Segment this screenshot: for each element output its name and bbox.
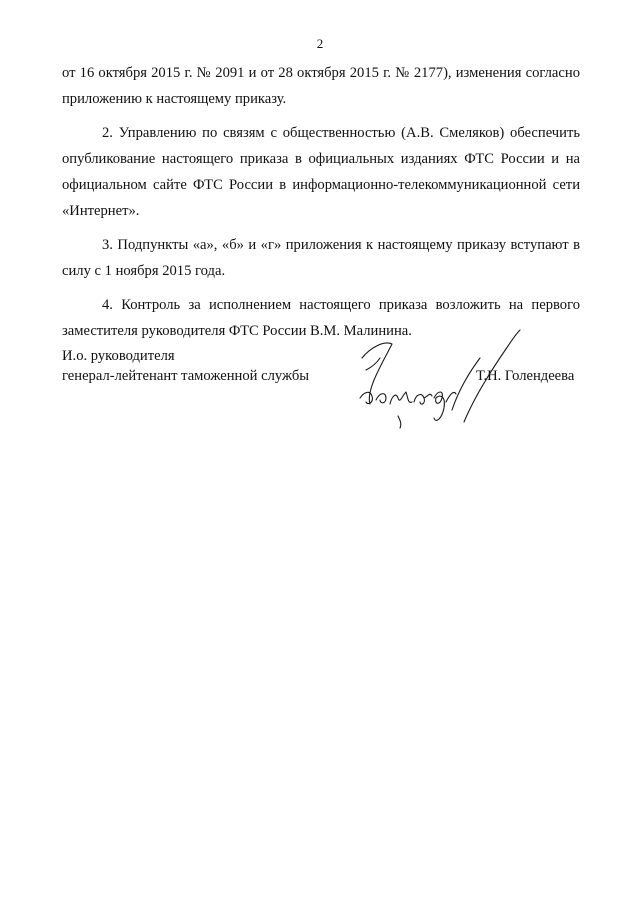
position-rank: генерал-лейтенант таможенной службы	[62, 368, 310, 384]
signer-name: Т.Н. Голендеева	[476, 368, 575, 384]
paragraph-item-3: 3. Подпункты «а», «б» и «г» приложения к настоящему приказу вступают в силу с 1 ноября 2015 года.	[62, 237, 580, 279]
position-title: И.о. руководителя	[62, 348, 175, 364]
signatory-position	[62, 346, 309, 386]
document-body	[62, 60, 580, 352]
paragraph-continuation: от 16 октября 2015 г. № 2091 и от 28 октября 2015 г. № 2177), изменения согласно приложению к настоящему приказу.	[62, 65, 580, 107]
page-number: 2	[316, 36, 324, 51]
paragraph-item-2: 2. Управлению по связям с общественностью (А.В. Смеляков) обеспечить опубликование настоящего приказа в официальных изданиях ФТС России и на официальном сайте ФТС России в информационно-телекоммуникационной сети «Интернет».	[62, 125, 580, 219]
paragraph-item-4: 4. Контроль за исполнением настоящего приказа возложить на первого заместителя руководителя ФТС России В.М. Малинина.	[62, 297, 580, 339]
